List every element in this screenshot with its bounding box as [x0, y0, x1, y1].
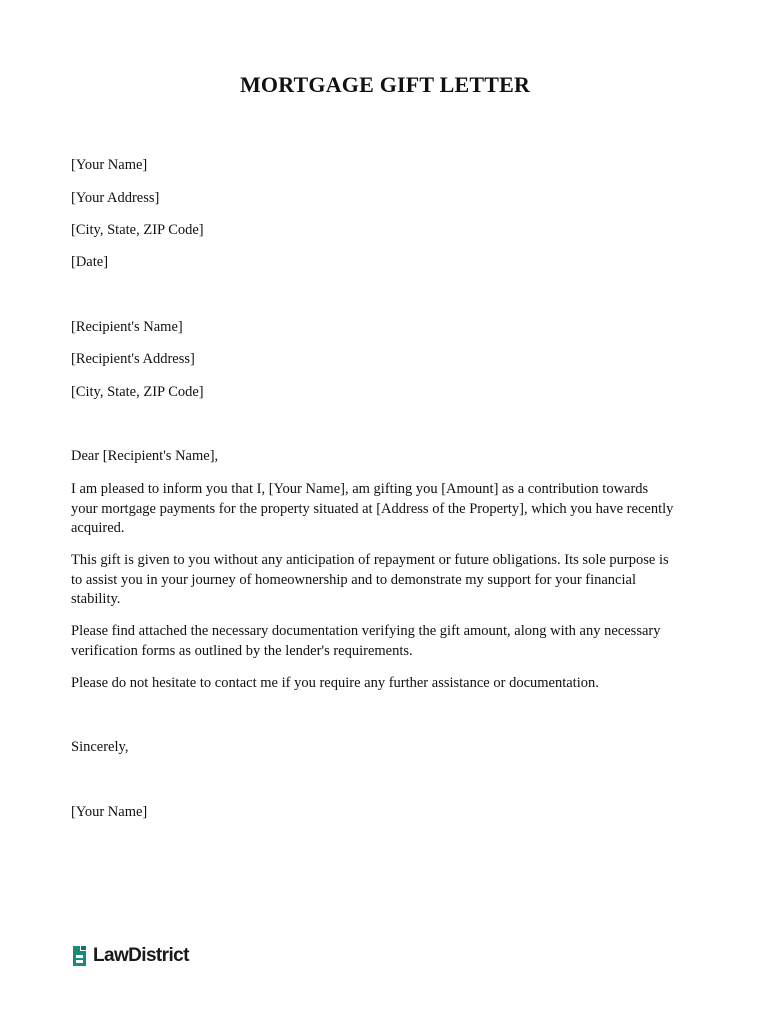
- closing: Sincerely,: [71, 739, 129, 755]
- sender-address: [Your Address]: [71, 190, 160, 206]
- salutation: Dear [Recipient's Name],: [71, 448, 219, 464]
- paragraph-line: This gift is given to you without any anticipation of repayment or future obligations. Its sole purpose is: [71, 552, 669, 568]
- recipient-name: [Recipient's Name]: [71, 319, 183, 335]
- signature-name: [Your Name]: [71, 804, 148, 820]
- law-district-icon: [70, 944, 90, 968]
- paragraph-line: to assist you in your journey of homeownership and to demonstrate my support for your financial: [71, 571, 636, 588]
- paragraph-line: I am pleased to inform you that I, [Your Name], am gifting you [Amount] as a contribution towards: [71, 481, 649, 497]
- body-paragraph-2: [71, 551, 711, 610]
- recipient-city-state-zip: [City, State, ZIP Code]: [71, 384, 204, 400]
- paragraph-line: your mortgage payments for the property situated at [Address of the Property], which you have recently: [71, 500, 674, 517]
- document-title: MORTGAGE GIFT LETTER: [239, 72, 531, 97]
- paragraph-line: Please do not hesitate to contact me if you require any further assistance or documentation.: [71, 675, 599, 691]
- letter-date: [Date]: [71, 254, 109, 270]
- body-paragraph-1: [71, 480, 711, 539]
- paragraph-line: stability.: [71, 591, 121, 607]
- logo-wordmark: LawDistrict: [93, 945, 189, 966]
- body-paragraph-4: [71, 674, 711, 694]
- sender-name: [Your Name]: [71, 157, 148, 173]
- paragraph-line: acquired.: [71, 520, 125, 536]
- law-district-logo: [70, 943, 189, 969]
- paragraph-line: verification forms as outlined by the lender's requirements.: [71, 642, 413, 659]
- body-paragraph-3: [71, 622, 711, 661]
- paragraph-line: Please find attached the necessary documentation verifying the gift amount, along with any necessary: [71, 623, 661, 639]
- sender-city-state-zip: [City, State, ZIP Code]: [71, 222, 204, 238]
- recipient-address: [Recipient's Address]: [71, 351, 195, 367]
